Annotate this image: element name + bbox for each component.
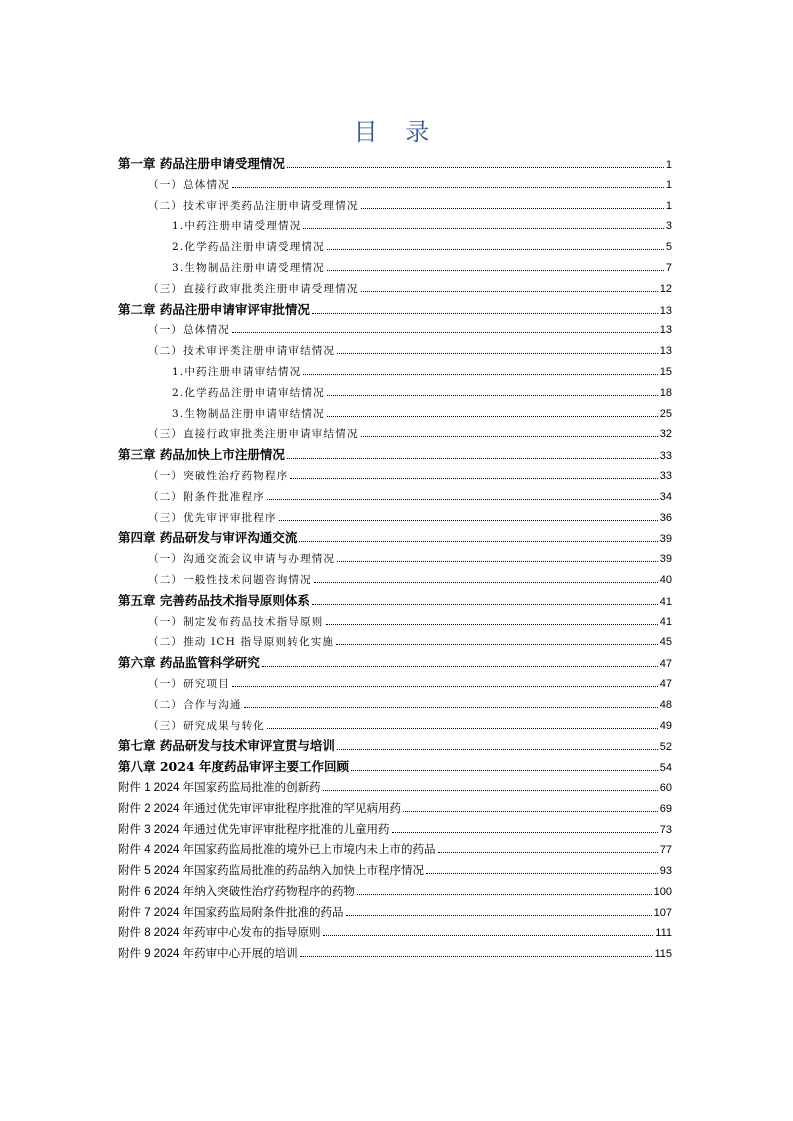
toc-entry-label: （二）技术审评类注册申请审结情况 [148, 345, 336, 358]
toc-entry-page-number: 93 [659, 865, 672, 878]
toc-entry-page-number: 47 [659, 677, 672, 690]
dot-leader [303, 227, 663, 229]
dot-leader [312, 603, 658, 605]
toc-entry-label: 附件 3 2024 年通过优先审评审批程序批准的儿童用药 [118, 823, 390, 836]
dot-leader [327, 248, 664, 250]
toc-entry-label: 附件 5 2024 年国家药监局批准的药品纳入加快上市程序情况 [118, 865, 425, 878]
toc-entry-sub[interactable] [118, 237, 672, 258]
dot-leader [337, 748, 658, 750]
toc-entry-label: 2.化学药品注册申请受理情况 [172, 241, 325, 254]
toc-entry-section[interactable] [118, 196, 672, 217]
toc-entry-section[interactable] [118, 549, 672, 570]
toc-entry-label: 第七章 药品研发与技术审评宣贯与培训 [118, 738, 335, 754]
dot-leader [303, 373, 657, 375]
toc-entry-page-number: 18 [659, 386, 672, 399]
toc-entry-page-number: 13 [659, 304, 672, 317]
toc-entry-label: （一）总体情况 [148, 178, 230, 191]
toc-entry-page-number: 41 [659, 595, 672, 608]
dot-leader [287, 457, 658, 459]
toc-entry-page-number: 13 [659, 345, 672, 358]
dot-leader [438, 851, 658, 853]
toc-entry-page-number: 60 [659, 781, 672, 794]
dot-leader [312, 312, 658, 314]
toc-entry-section[interactable] [118, 320, 672, 341]
toc-entry-label: （二）推动 ICH 指导原则转化实施 [148, 636, 335, 649]
dot-leader [327, 394, 658, 396]
toc-entry-page-number: 45 [659, 636, 672, 649]
toc-entry-label: （一）沟通交流会议申请与办理情况 [148, 553, 336, 566]
toc-entry-section[interactable] [118, 175, 672, 196]
toc-entry-appendix[interactable] [118, 840, 672, 861]
dot-leader [337, 352, 658, 354]
toc-entry-label: （一）总体情况 [148, 324, 230, 337]
toc-entry-label: 第八章 2024 年度药品审评主要工作回顾 [118, 759, 349, 775]
toc-entry-label: 第四章 药品研发与审评沟通交流 [118, 530, 298, 546]
toc-entry-label: （二）一般性技术问题咨询情况 [148, 573, 312, 586]
toc-entry-label: （二）技术审评类药品注册申请受理情况 [148, 199, 359, 212]
dot-leader [392, 831, 658, 833]
toc-title: 目 录 [353, 118, 440, 146]
toc-entry-label: 第一章 药品注册申请受理情况 [118, 156, 285, 171]
toc-entry-page-number: 25 [659, 407, 672, 420]
toc-entry-label: （一）制定发布药品技术指导原则 [148, 615, 324, 628]
dot-leader [262, 665, 658, 667]
toc-entry-label: 附件 8 2024 年药审中心发布的指导原则 [118, 927, 321, 940]
toc-entry-section[interactable] [118, 508, 672, 529]
toc-entry-page-number: 12 [659, 282, 672, 295]
toc-entry-page-number: 77 [659, 844, 672, 857]
toc-entry-page-number: 15 [659, 365, 672, 378]
toc-entry-appendix[interactable] [118, 903, 672, 924]
dot-leader [314, 581, 658, 583]
toc-entry-section[interactable] [118, 695, 672, 716]
toc-entry-label: （一）突破性治疗药物程序 [148, 469, 289, 482]
dot-leader [232, 186, 664, 188]
dot-leader [299, 540, 657, 542]
toc-entry-sub[interactable] [118, 362, 672, 383]
toc-entry-page-number: 36 [659, 511, 672, 524]
toc-entry-appendix[interactable] [118, 882, 672, 903]
toc-entry-sub[interactable] [118, 258, 672, 279]
toc-entry-page-number: 33 [659, 450, 672, 463]
dot-leader [357, 893, 652, 895]
toc-entry-page-number: 48 [659, 698, 672, 711]
toc-entry-section[interactable] [118, 716, 672, 737]
dot-leader [361, 290, 658, 292]
toc-entry-page-number: 7 [665, 261, 672, 274]
toc-entry-appendix[interactable] [118, 778, 672, 799]
dot-leader [290, 477, 657, 479]
dot-leader [361, 207, 664, 209]
toc-entry-chapter[interactable] [118, 591, 672, 612]
toc-entry-chapter[interactable] [118, 653, 672, 674]
dot-leader [232, 331, 658, 333]
toc-entry-page-number: 111 [655, 927, 672, 940]
toc-entry-label: 第二章 药品注册申请审评审批情况 [118, 301, 310, 317]
toc-entry-label: （三）直接行政审批类注册申请受理情况 [148, 282, 359, 295]
toc-entry-page-number: 1 [665, 178, 672, 191]
toc-entry-page-number: 115 [654, 948, 672, 961]
toc-entry-label: 3.生物制品注册申请受理情况 [172, 261, 325, 274]
toc-entry-page-number: 34 [659, 490, 672, 503]
toc-entry-label: （二）合作与沟通 [148, 698, 242, 711]
dot-leader [351, 769, 658, 771]
toc-entry-page-number: 32 [659, 428, 672, 441]
toc-entry-appendix[interactable] [118, 799, 672, 820]
toc-entry-appendix[interactable] [118, 923, 672, 944]
toc-entry-label: （三）优先审评审批程序 [148, 511, 277, 524]
toc-entry-chapter[interactable] [118, 300, 672, 321]
toc-entry-section[interactable] [118, 674, 672, 695]
toc-entry-page-number: 33 [659, 469, 672, 482]
toc-entry-section[interactable] [118, 341, 672, 362]
dot-leader [323, 789, 658, 791]
toc-entry-section[interactable] [118, 487, 672, 508]
toc-entry-appendix[interactable] [118, 944, 672, 965]
dot-leader [287, 166, 664, 168]
dot-leader [426, 872, 658, 874]
dot-leader [267, 498, 658, 500]
toc-entry-label: 附件 2 2024 年通过优先审评审批程序批准的罕见病用药 [118, 802, 402, 815]
toc-entry-label: 1.中药注册申请受理情况 [172, 220, 302, 233]
toc-entry-label: 附件 4 2024 年国家药监局批准的境外已上市境内未上市的药品 [118, 844, 436, 857]
dot-leader [403, 810, 658, 812]
dot-leader [327, 269, 664, 271]
toc-entry-sub[interactable] [118, 383, 672, 404]
toc-entry-label: 第六章 药品监管科学研究 [118, 655, 260, 671]
toc-entry-page-number: 3 [665, 220, 672, 233]
toc-entry-label: （三）直接行政审批类注册申请审结情况 [148, 428, 359, 441]
toc-entry-label: 第五章 完善药品技术指导原则体系 [118, 592, 310, 608]
toc-entry-chapter[interactable] [118, 757, 672, 778]
toc-entry-section[interactable] [118, 632, 672, 653]
dot-leader [232, 685, 658, 687]
toc-entry-label: 附件 6 2024 年纳入突破性治疗药物程序的药物 [118, 885, 356, 898]
toc-entry-chapter[interactable] [118, 445, 672, 466]
toc-entry-page-number: 1 [665, 199, 672, 212]
toc-entry-label: （一）研究项目 [148, 677, 230, 690]
toc-entry-page-number: 39 [659, 553, 672, 566]
dot-leader [244, 706, 658, 708]
toc-entry-section[interactable] [118, 424, 672, 445]
dot-leader [267, 727, 658, 729]
toc-entry-chapter[interactable] [118, 736, 672, 757]
toc-entry-page-number: 52 [659, 741, 672, 754]
toc-entry-page-number: 73 [659, 823, 672, 836]
toc-entry-section[interactable] [118, 466, 672, 487]
toc-entry-appendix[interactable] [118, 820, 672, 841]
toc-entry-page-number: 107 [653, 906, 672, 919]
toc-entry-label: （三）研究成果与转化 [148, 719, 265, 732]
toc-entry-page-number: 54 [659, 762, 672, 775]
toc-entry-page-number: 100 [653, 885, 672, 898]
toc-entry-page-number: 1 [665, 159, 672, 171]
dot-leader [337, 560, 658, 562]
table-of-contents [118, 154, 672, 965]
toc-entry-sub[interactable] [118, 404, 672, 425]
toc-entry-sub[interactable] [118, 216, 672, 237]
dot-leader [300, 955, 653, 957]
toc-entry-section[interactable] [118, 279, 672, 300]
toc-entry-page-number: 40 [659, 573, 672, 586]
toc-entry-page-number: 69 [659, 802, 672, 815]
toc-entry-page-number: 47 [659, 658, 672, 671]
toc-entry-label: 3.生物制品注册申请审结情况 [172, 407, 325, 420]
toc-entry-chapter[interactable] [118, 154, 672, 175]
toc-entry-page-number: 39 [659, 533, 672, 546]
toc-entry-label: （二）附条件批准程序 [148, 490, 265, 503]
toc-entry-label: 2.化学药品注册申请审结情况 [172, 386, 325, 399]
toc-entry-section[interactable] [118, 570, 672, 591]
toc-entry-page-number: 41 [659, 615, 672, 628]
toc-entry-label: 1.中药注册申请审结情况 [172, 365, 302, 378]
toc-entry-page-number: 13 [659, 324, 672, 337]
toc-entry-section[interactable] [118, 612, 672, 633]
dot-leader [361, 435, 658, 437]
toc-entry-label: 第三章 药品加快上市注册情况 [118, 447, 285, 463]
dot-leader [336, 643, 658, 645]
dot-leader [327, 415, 658, 417]
toc-entry-chapter[interactable] [118, 528, 672, 549]
toc-entry-page-number: 49 [659, 719, 672, 732]
toc-entry-label: 附件 7 2024 年国家药监局附条件批准的药品 [118, 906, 344, 919]
toc-entry-page-number: 5 [665, 241, 672, 254]
toc-entry-appendix[interactable] [118, 861, 672, 882]
toc-entry-label: 附件 1 2024 年国家药监局批准的创新药 [118, 781, 321, 794]
dot-leader [326, 623, 658, 625]
dot-leader [279, 519, 658, 521]
dot-leader [346, 914, 652, 916]
dot-leader [323, 934, 654, 936]
toc-entry-label: 附件 9 2024 年药审中心开展的培训 [118, 948, 298, 961]
